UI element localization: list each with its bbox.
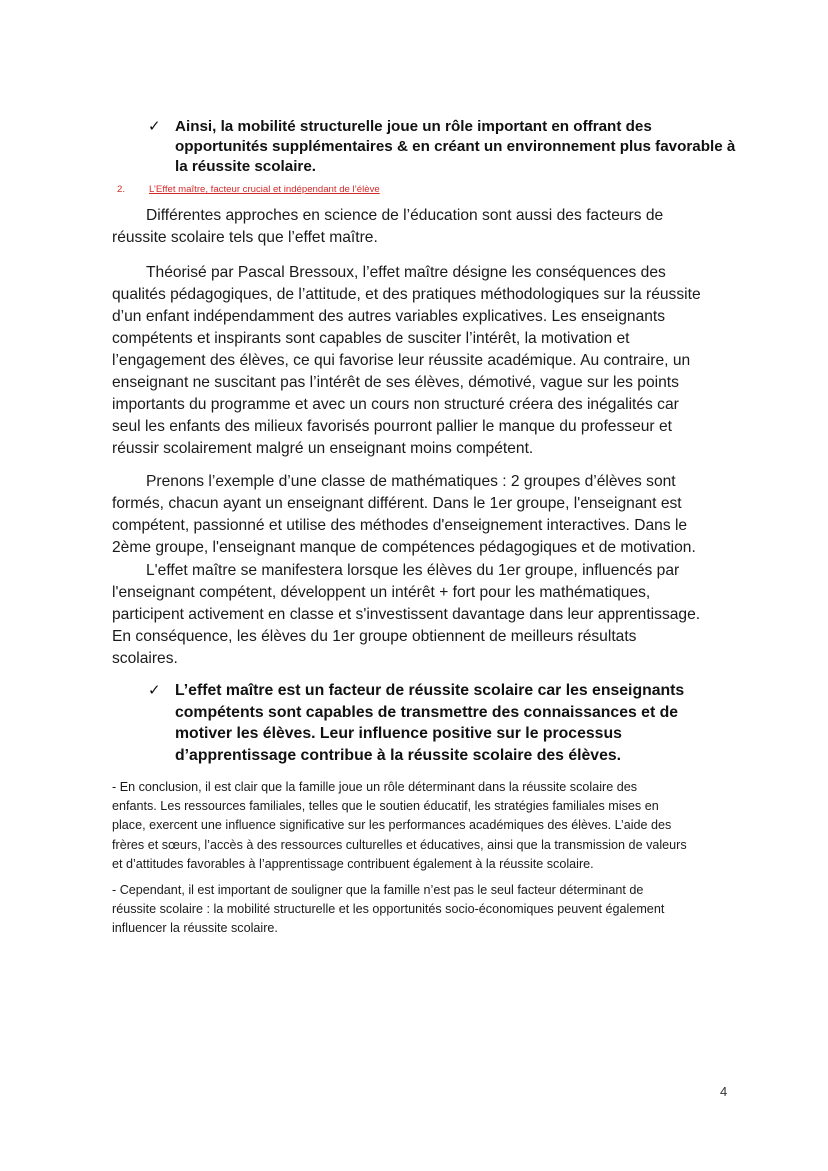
paragraph-example xyxy=(112,471,732,559)
text-line: et d’attitudes favorables à l’apprentissage contribuent également à la réussite scolaire. xyxy=(112,856,594,871)
page-number: 4 xyxy=(720,1084,728,1099)
text-line: L’effet maître est un facteur de réussite scolaire car les enseignants xyxy=(175,682,685,699)
text-line: L'effet maître se manifestera lorsque les élèves du 1er groupe, influencés par xyxy=(146,562,680,579)
checkpoint-text xyxy=(175,680,748,766)
paragraph-bressoux xyxy=(112,262,732,460)
text-line: enfants. Les ressources familiales, telles que le soutien éducatif, les stratégies familiales mises en xyxy=(112,799,659,814)
text-line: opportunités supplémentaires & en créant un environnement plus favorable à xyxy=(175,138,736,155)
text-line: compétents sont capables de transmettre des connaissances et de xyxy=(175,703,679,721)
text-line: d’un enfant indépendamment des autres variables explicatives. Les enseignants xyxy=(112,308,666,325)
text-line: Théorisé par Pascal Bressoux, l’effet maître désigne les conséquences des xyxy=(146,264,666,281)
text-line: l'enseignant compétent, développent un intérêt + fort pour les mathématiques, xyxy=(112,584,651,601)
paragraph-intro xyxy=(112,205,732,249)
text-line: seul les enfants des milieux favorisés pourront pallier le manque du professeur et xyxy=(112,418,672,435)
text-line: enseignant ne suscitant pas l’intérêt de ses élèves, démotivé, vague sur les points xyxy=(112,374,679,391)
conclusion-checkpoint-teacher-effect xyxy=(148,680,748,766)
text-line: réussite scolaire : la mobilité structurelle et les opportunités socio-économiques peuvent également xyxy=(112,902,665,917)
text-line: motiver les élèves. Leur influence positive sur le processus xyxy=(175,725,622,742)
text-line: influencer la réussite scolaire. xyxy=(112,921,278,936)
text-line: Différentes approches en science de l’éducation sont aussi des facteurs de xyxy=(146,207,664,224)
text-line: d’apprentissage contribue à la réussite scolaire des élèves. xyxy=(175,746,622,764)
conclusion-checkpoint-mobility xyxy=(148,117,748,177)
text-line: frères et sœurs, l’accès à des ressources culturelles et éducatives, ainsi que la transmission de valeurs xyxy=(112,837,687,852)
text-line: Ainsi, la mobilité structurelle joue un rôle important en offrant des xyxy=(175,118,652,135)
text-line: - Cependant, il est important de souligner que la famille n’est pas le seul facteur déterminant de xyxy=(112,883,644,897)
text-line: la réussite scolaire. xyxy=(175,158,316,175)
paragraph-manifestation xyxy=(112,560,732,670)
text-line: réussite scolaire tels que l’effet maître. xyxy=(112,229,378,246)
text-line: 2ème groupe, l'enseignant manque de compétences pédagogiques et de motivation. xyxy=(112,539,696,556)
text-line: - En conclusion, il est clair que la famille joue un rôle déterminant dans la réussite scolaire des xyxy=(112,780,638,794)
text-line: scolaires. xyxy=(112,650,178,667)
text-line: réussir scolairement malgré un enseignant moins compétent. xyxy=(112,440,534,457)
section-number: 2. xyxy=(117,184,126,195)
checkmark-icon: ✓ xyxy=(148,118,161,135)
section-heading xyxy=(117,184,380,196)
conclusion-paragraph-nuance xyxy=(112,881,732,939)
text-line: l’engagement des élèves, ce qui favorise leur réussite académique. Au contraire, un xyxy=(112,352,691,369)
text-line: En conséquence, les élèves du 1er groupe obtiennent de meilleurs résultats xyxy=(112,628,637,645)
text-line: qualités pédagogiques, de l’attitude, et des pratiques méthodologiques sur la réussite xyxy=(112,286,701,303)
text-line: participent activement en classe et s'investissent davantage dans leur apprentissage. xyxy=(112,606,701,623)
checkpoint-text xyxy=(175,117,748,177)
checkmark-icon: ✓ xyxy=(148,682,161,699)
conclusion-paragraph-family xyxy=(112,778,732,874)
text-line: formés, chacun ayant un enseignant différent. Dans le 1er groupe, l'enseignant est xyxy=(112,495,682,512)
text-line: place, exercent une influence significative sur les performances académiques des élèves. L’aide des xyxy=(112,818,672,833)
text-line: importants du programme et avec un cours non structuré créera des inégalités car xyxy=(112,396,679,413)
section-title: L’Effet maître, facteur crucial et indépendant de l’élève xyxy=(149,184,380,195)
text-line: compétent, passionné et utilise des méthodes d'enseignement interactives. Dans le xyxy=(112,517,688,534)
text-line: compétents et inspirants sont capables de susciter l’intérêt, la motivation et xyxy=(112,330,630,347)
text-line: Prenons l’exemple d’une classe de mathématiques : 2 groupes d’élèves sont xyxy=(146,473,676,490)
